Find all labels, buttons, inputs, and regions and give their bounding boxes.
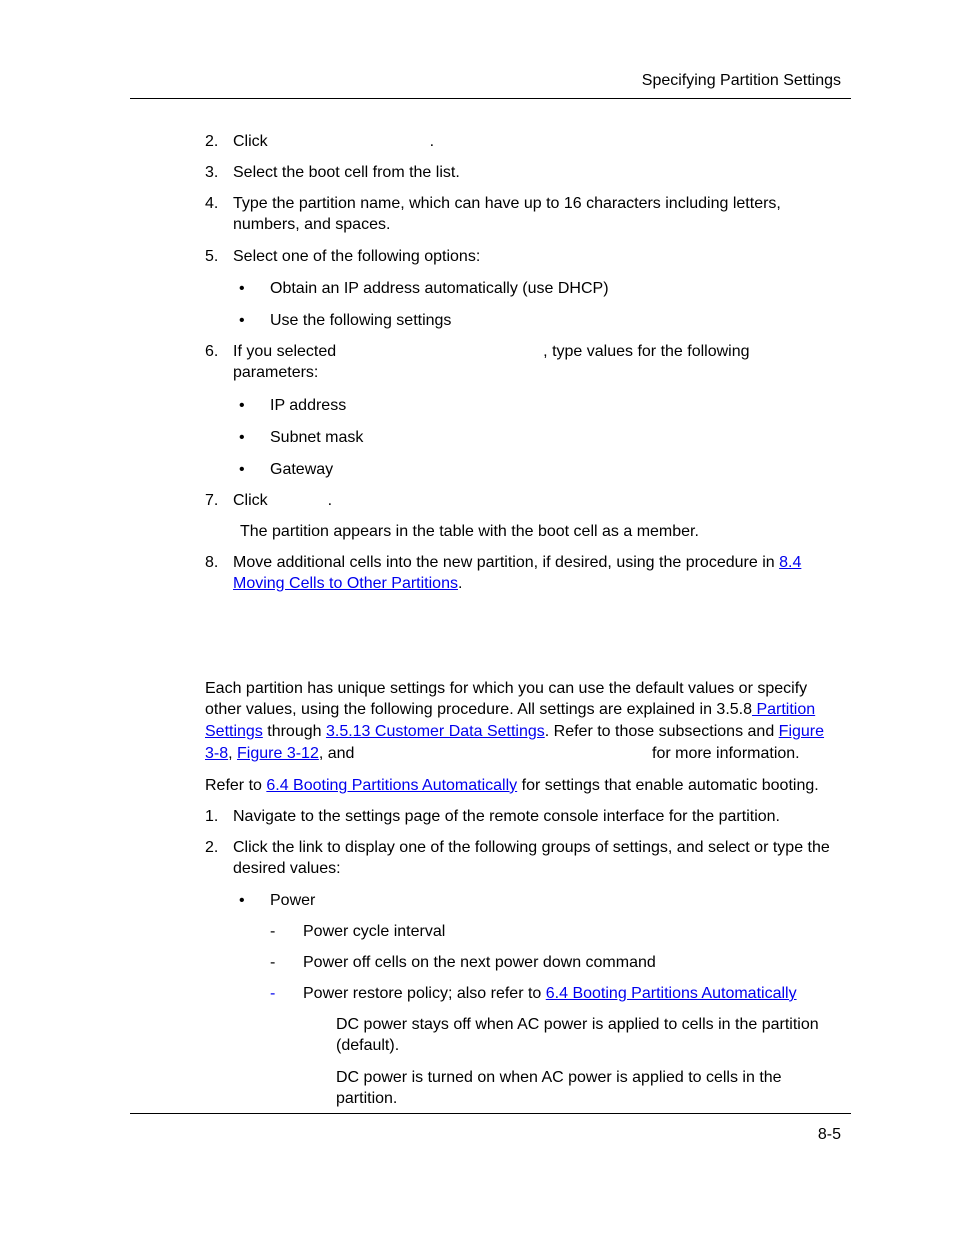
step-text xyxy=(233,552,848,573)
intro-text: other values, using the following procedure. All settings are explained in 3.5.8 xyxy=(205,701,753,718)
intro-line xyxy=(205,721,845,742)
setting-item-text: Power restore policy; also refer to xyxy=(303,985,546,1002)
refer-paragraph xyxy=(205,775,845,796)
step-text-period: . xyxy=(429,133,435,150)
settings-group: Power xyxy=(270,892,316,909)
bullet-icon: • xyxy=(239,312,245,329)
step8-end: . xyxy=(457,575,463,592)
step-text-continued: parameters: xyxy=(233,364,319,381)
intro-line: Each partition has unique settings for which you can use the default values or specify xyxy=(205,680,808,697)
step-number: 8. xyxy=(205,554,219,571)
bullet-icon: • xyxy=(239,280,245,297)
link-partition-settings-cont[interactable]: Settings xyxy=(205,723,263,740)
running-header: Specifying Partition Settings xyxy=(641,72,841,89)
link-moving-cells[interactable]: Moving Cells to Other Partitions xyxy=(233,575,458,592)
setting-item: Power off cells on the next power down command xyxy=(303,954,656,971)
step-text: Type the partition name, which can have up to 16 characters including letters, numbers, and spaces. xyxy=(233,195,781,233)
dash-icon: - xyxy=(270,923,276,940)
refer-text: Refer to xyxy=(205,777,267,794)
step8-text: Move additional cells into the new partition, if desired, using the procedure in xyxy=(233,554,775,571)
step-number: 1. xyxy=(205,808,219,825)
step-text-click: Click xyxy=(233,133,268,150)
step-text: Select one of the following options: xyxy=(233,248,481,265)
link-booting-partitions[interactable]: 6.4 Booting Partitions Automatically xyxy=(266,777,518,794)
dash-icon: - xyxy=(270,954,276,971)
param-item: IP address xyxy=(270,397,347,414)
bullet-icon: • xyxy=(239,429,245,446)
refer-text: for settings that enable automatic booting. xyxy=(517,777,819,794)
policy-description: DC power stays off when AC power is applied to cells in the partition (default). xyxy=(336,1016,819,1054)
step-number: 5. xyxy=(205,248,219,265)
intro-line xyxy=(205,743,845,764)
step-number: 6. xyxy=(205,343,219,360)
link-partition-settings[interactable]: Partition xyxy=(752,701,816,718)
link-customer-data-settings[interactable]: 3.5.13 Customer Data Settings xyxy=(325,723,545,740)
link-booting-partitions-2[interactable]: 6.4 Booting Partitions Automatically xyxy=(545,985,797,1002)
option-item: Use the following settings xyxy=(270,312,452,329)
step6-after: , type values for the following xyxy=(543,343,750,360)
link-figure-3-12[interactable]: Figure 3-12 xyxy=(237,745,319,762)
step6-before: If you selected xyxy=(233,343,337,360)
step-note: The partition appears in the table with the boot cell as a member. xyxy=(240,523,699,540)
step-text: Navigate to the settings page of the remote console interface for the partition. xyxy=(233,808,780,825)
step-number: 4. xyxy=(205,195,219,212)
bullet-icon: • xyxy=(239,461,245,478)
step-text-continued xyxy=(233,573,848,594)
step-number: 2. xyxy=(205,839,219,856)
link-section-8-4[interactable]: 8.4 xyxy=(779,554,802,571)
intro-text: , and xyxy=(318,745,355,762)
option-item: Obtain an IP address automatically (use DHCP) xyxy=(270,280,609,297)
step7-click: Click xyxy=(233,492,268,509)
dash-icon: - xyxy=(270,985,276,1002)
step-number: 2. xyxy=(205,133,219,150)
link-figure-3-8[interactable]: Figure xyxy=(778,723,825,740)
step-text: Select the boot cell from the list. xyxy=(233,164,460,181)
bullet-icon: • xyxy=(239,397,245,414)
link-figure-3-8-cont[interactable]: 3-8 xyxy=(205,745,229,762)
step-text xyxy=(233,341,848,362)
step-number: 3. xyxy=(205,164,219,181)
step-text xyxy=(233,490,848,511)
header-rule xyxy=(130,98,851,99)
step-text xyxy=(233,131,848,152)
bullet-icon: • xyxy=(239,892,245,909)
page-number: 8-5 xyxy=(817,1126,841,1143)
param-item: Subnet mask xyxy=(270,429,364,446)
step-text: Click the link to display one of the following groups of settings, and select or type the desired values: xyxy=(233,839,830,877)
intro-text: , xyxy=(228,745,238,762)
param-item: Gateway xyxy=(270,461,334,478)
setting-item xyxy=(303,983,843,1004)
intro-text: through xyxy=(262,723,326,740)
intro-text-end: for more information. xyxy=(652,745,800,762)
policy-description: DC power is turned on when AC power is applied to cells in the partition. xyxy=(336,1069,782,1107)
footer-rule xyxy=(130,1113,851,1114)
setting-item: Power cycle interval xyxy=(303,923,446,940)
step7-period: . xyxy=(327,492,333,509)
step-number: 7. xyxy=(205,492,219,509)
intro-text: . Refer to those subsections and xyxy=(544,723,779,740)
intro-line xyxy=(205,699,845,720)
